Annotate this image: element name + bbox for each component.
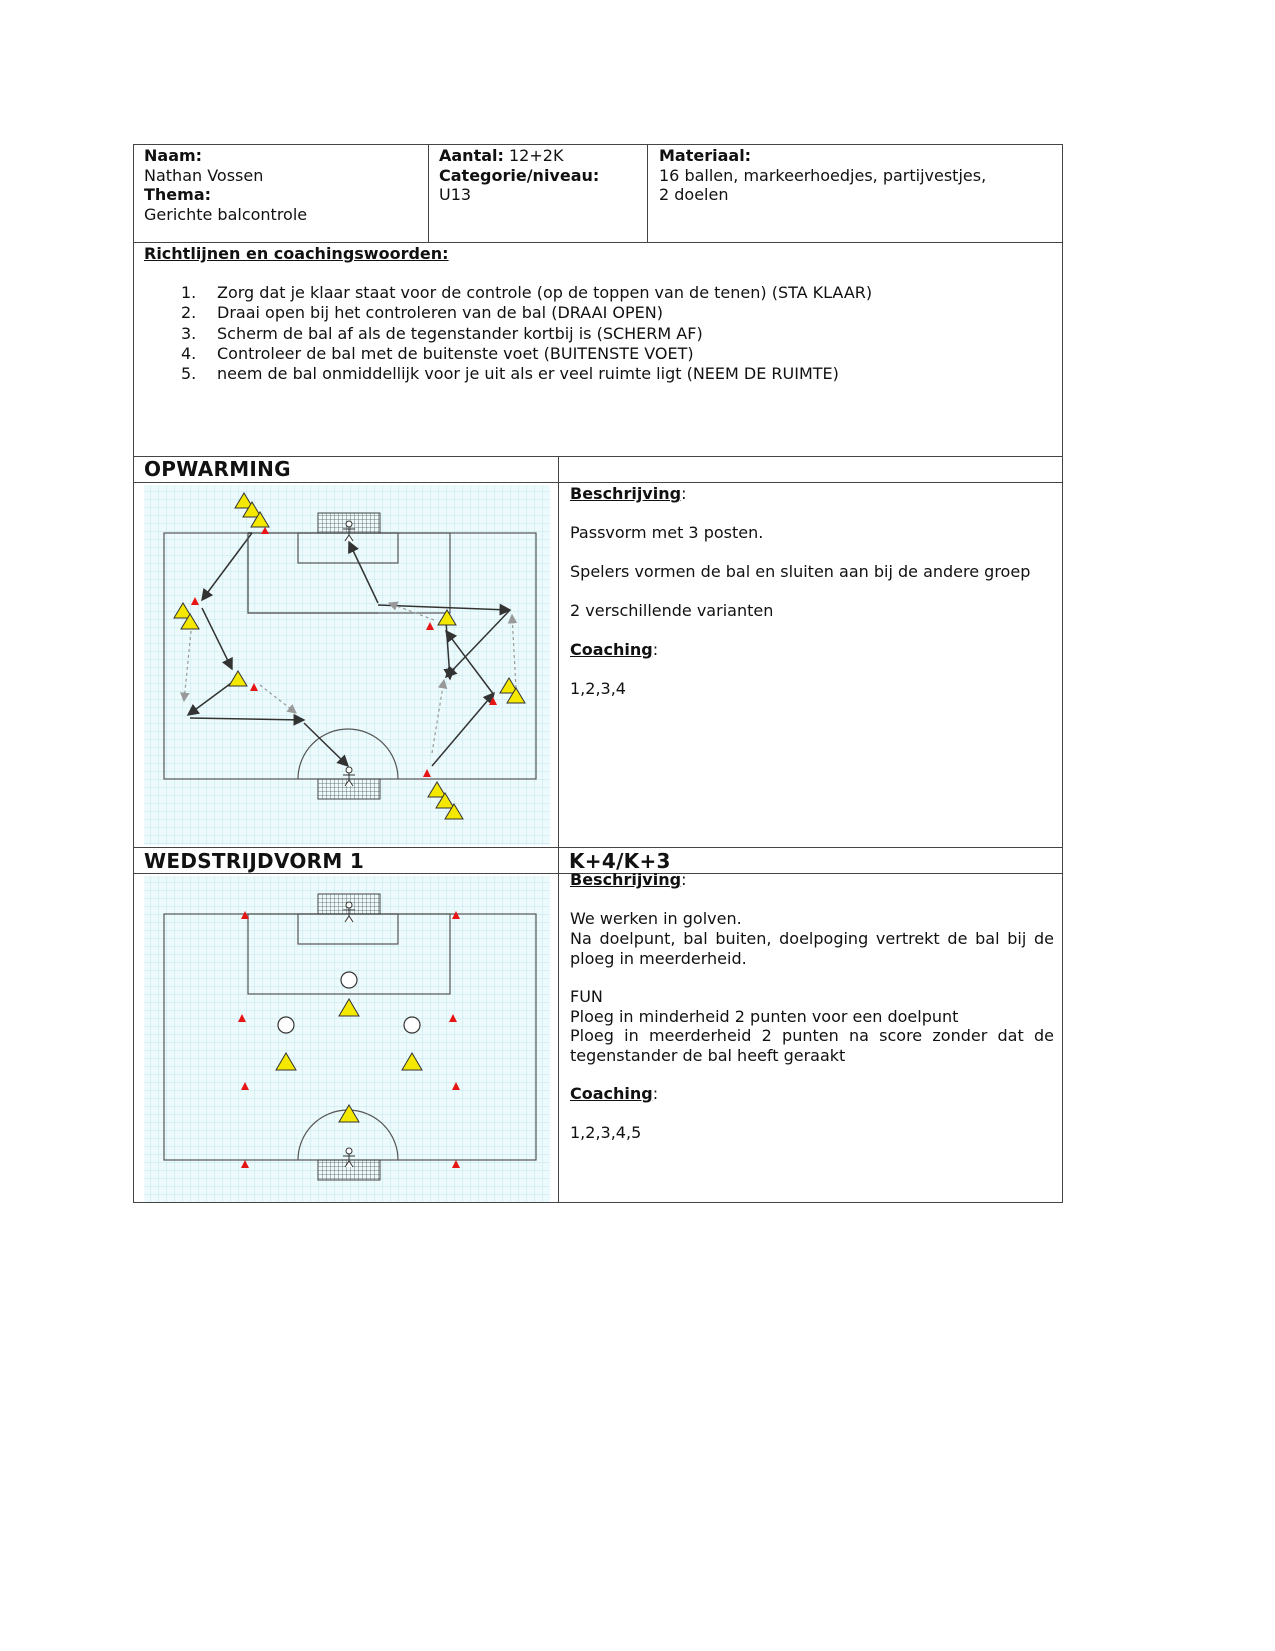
wedstrijdvorm-diagram bbox=[134, 874, 558, 1202]
list-item: 2. Draai open bij het controleren van de bal (DRAAI OPEN) bbox=[181, 303, 663, 323]
description-line: Spelers vormen de bal en sluiten aan bij de andere groep bbox=[570, 562, 1031, 581]
categorie-label: Categorie/niveau: bbox=[439, 166, 600, 185]
aantal-label: Aantal: bbox=[439, 146, 504, 165]
guidelines-list bbox=[131, 283, 872, 384]
description-line: Ploeg in minderheid 2 punten voor een doelpunt bbox=[570, 1007, 959, 1026]
materiaal-label: Materiaal: bbox=[659, 146, 752, 165]
coaching-value: 1,2,3,4 bbox=[570, 679, 626, 698]
description-line: FUN bbox=[570, 987, 603, 1006]
beschrijving-label: Beschrijving bbox=[570, 484, 682, 503]
coaching-label: Coaching bbox=[570, 1084, 653, 1103]
description-line: We werken in golven. bbox=[570, 909, 742, 928]
description-line: Na doelpunt, bal buiten, doelpoging vertrekt de bal bij de ploeg in meerderheid. bbox=[570, 929, 1054, 968]
description-line: 2 verschillende varianten bbox=[570, 601, 774, 620]
materiaal-line1: 16 ballen, markeerhoedjes, partijvestjes, bbox=[659, 166, 987, 185]
thema-label: Thema: bbox=[144, 185, 212, 204]
coaching-label: Coaching bbox=[570, 640, 653, 659]
wedstrijdvorm-subtitle: K+4/K+3 bbox=[569, 849, 671, 873]
opwarming-diagram bbox=[134, 483, 558, 847]
coaching-value: 1,2,3,4,5 bbox=[570, 1123, 642, 1142]
categorie-value: U13 bbox=[439, 185, 472, 204]
aantal-value: 12+2K bbox=[509, 146, 564, 165]
list-item: 5. neem de bal onmiddellijk voor je uit als er veel ruimte ligt (NEEM DE RUIMTE) bbox=[181, 364, 839, 384]
materiaal-line2: 2 doelen bbox=[659, 185, 729, 204]
naam-value: Nathan Vossen bbox=[144, 166, 264, 185]
list-item: 4. Controleer de bal met de buitenste voet (BUITENSTE VOET) bbox=[181, 343, 694, 363]
list-item: 1. Zorg dat je klaar staat voor de controle (op de toppen van de tenen) (STA KLAAR) bbox=[181, 283, 873, 302]
guidelines-title: Richtlijnen en coachingswoorden: bbox=[144, 244, 449, 263]
opwarming-title: OPWARMING bbox=[144, 457, 291, 481]
wedstrijdvorm-title: WEDSTRIJDVORM 1 bbox=[144, 849, 365, 873]
description-line: Ploeg in meerderheid 2 punten na score zonder dat de tegenstander de bal heeft geraakt bbox=[570, 1026, 1054, 1065]
naam-label: Naam: bbox=[144, 146, 203, 165]
beschrijving-label: Beschrijving bbox=[570, 870, 682, 889]
list-item: 3. Scherm de bal af als de tegenstander kortbij is (SCHERM AF) bbox=[181, 323, 703, 343]
thema-value: Gerichte balcontrole bbox=[144, 205, 308, 224]
description-line: Passvorm met 3 posten. bbox=[570, 523, 764, 542]
